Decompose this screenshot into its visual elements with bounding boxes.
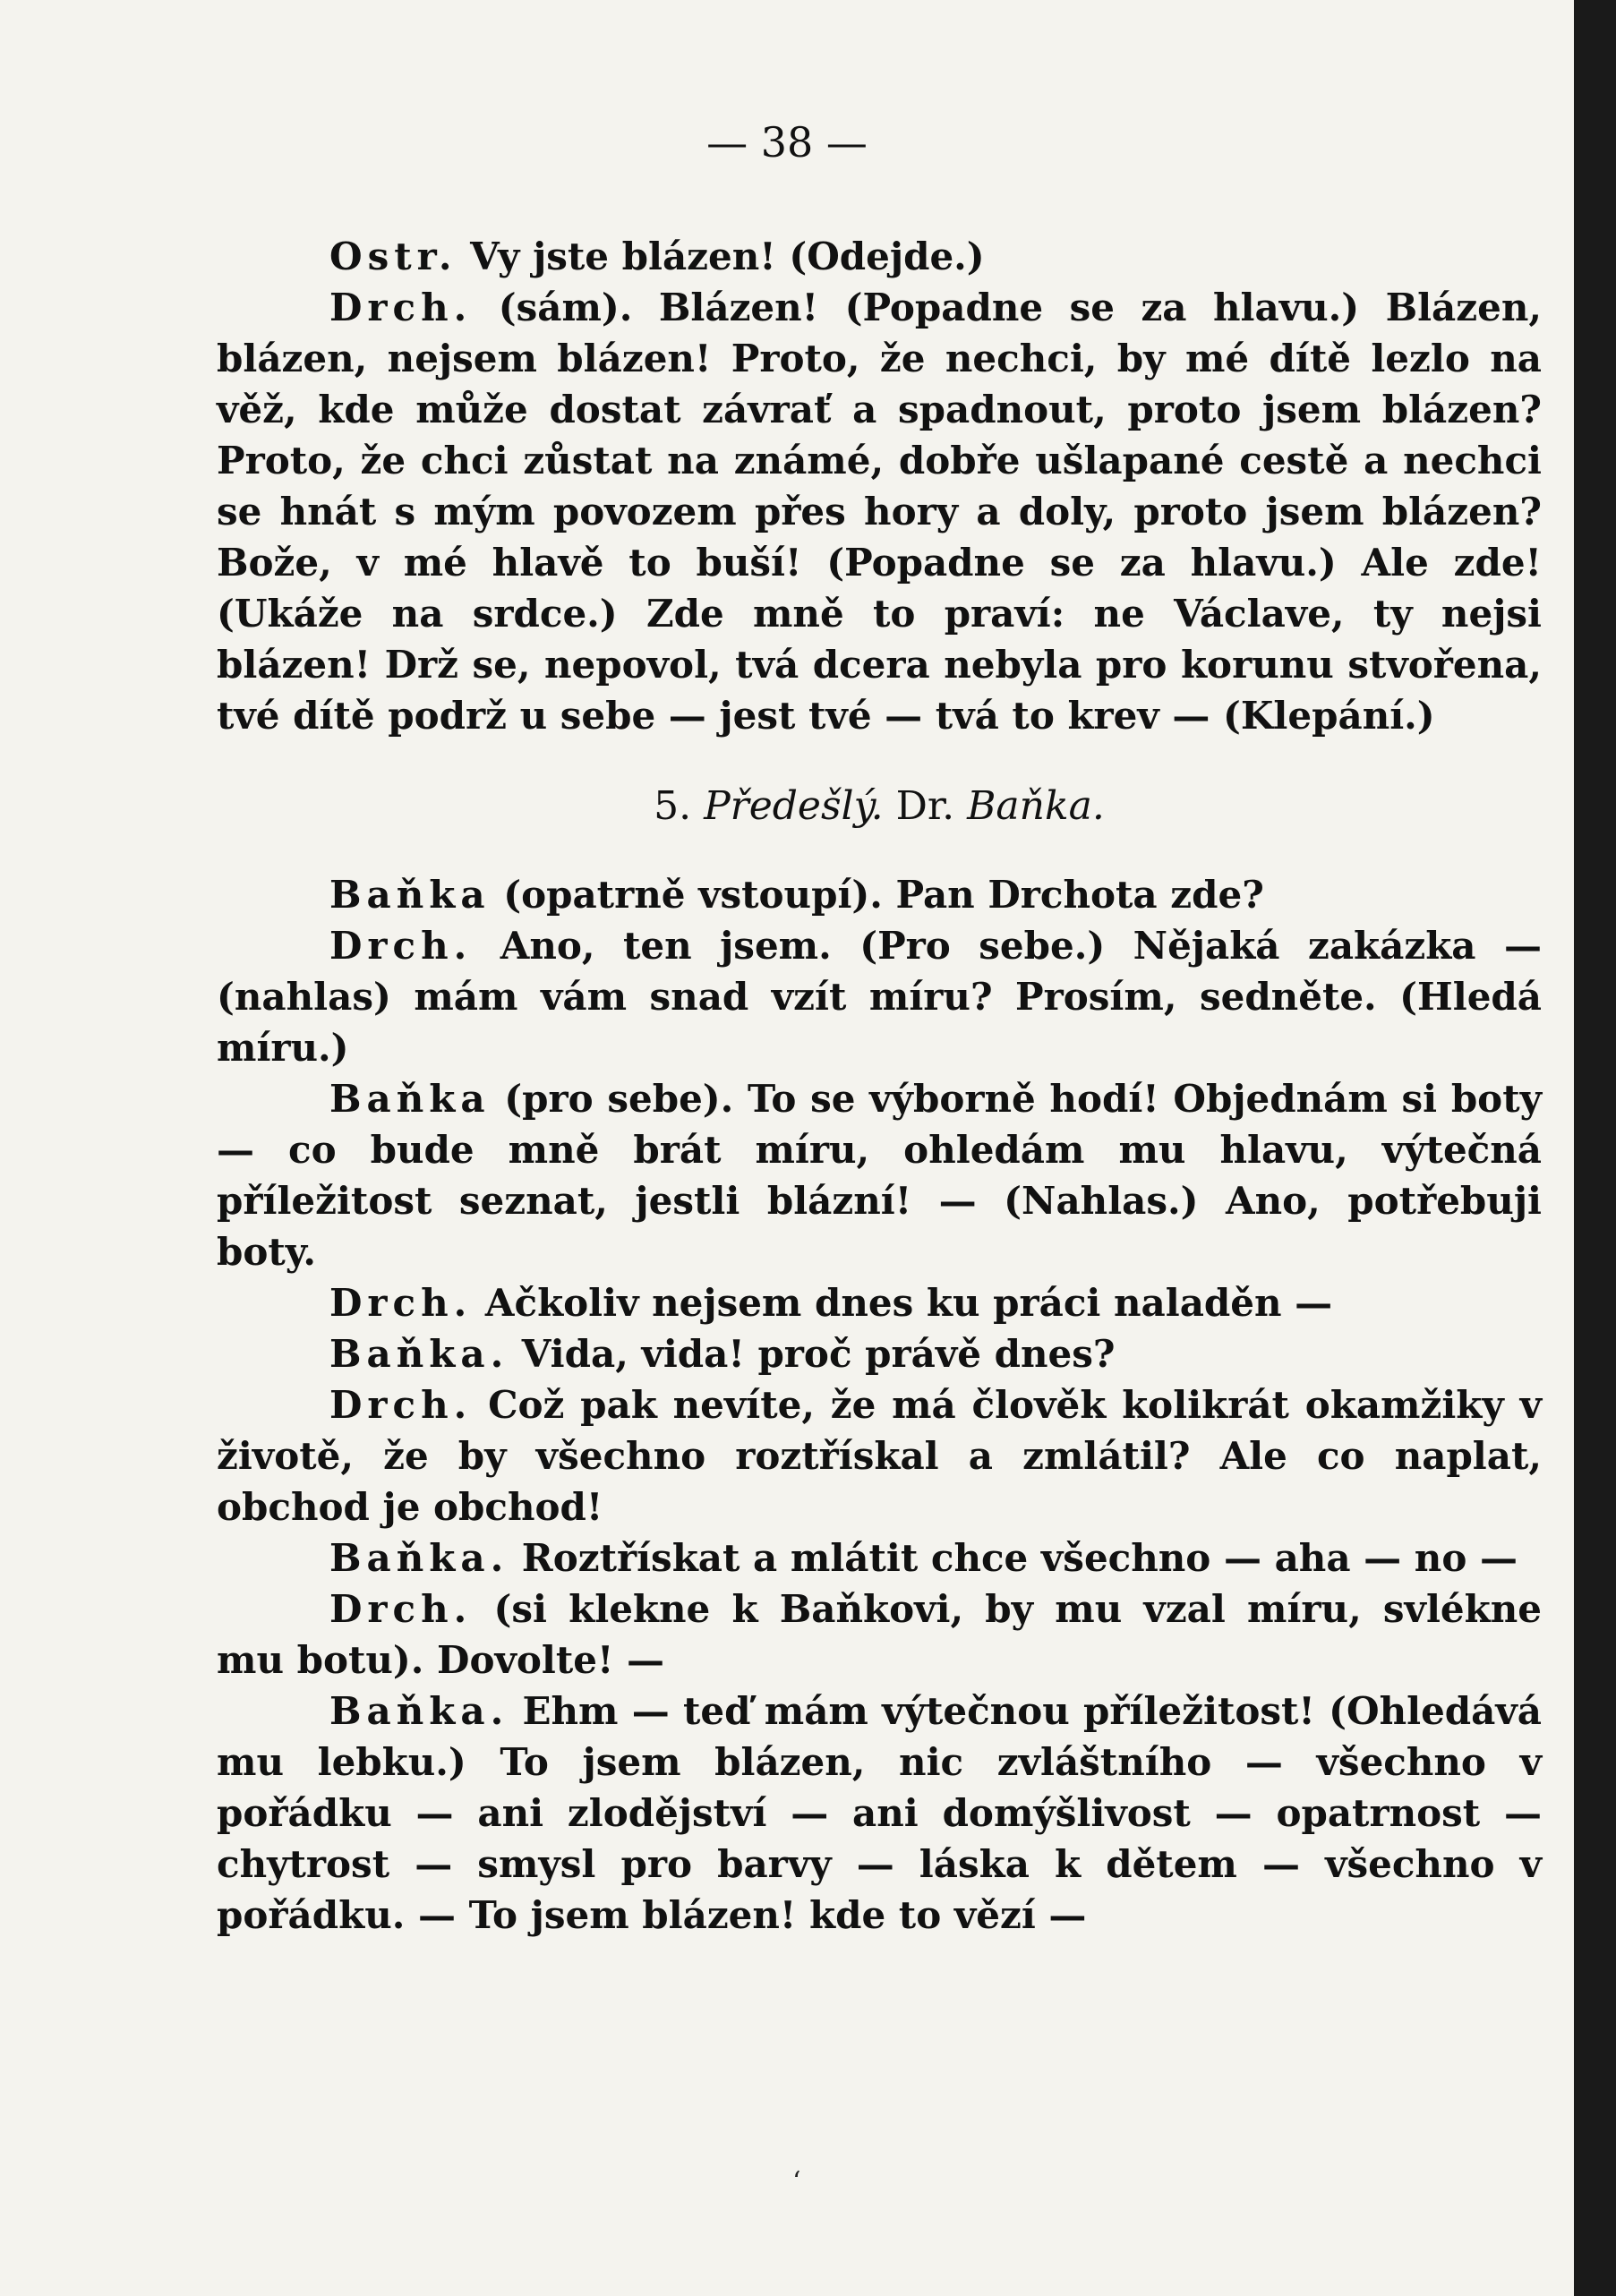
dialogue-text: Což pak nevíte, že má člověk kolikrát okamžiky v životě, že by všechno roztřískal a zmlátil? Ale co naplat, obchod je obchod! <box>217 1383 1542 1529</box>
dialogue-paragraph <box>217 282 1542 741</box>
speaker-name: Baňka. <box>329 1536 509 1580</box>
dialogue-text: (sám). Blázen! (Popadne se za hlavu.) Blázen, blázen, nejsem blázen! Proto, že nechci, by mé dítě lezlo na věž, kde může dostat závrať a spadnout, proto jsem blázen? Proto, že chci zůstat na známé, dobře ušlapané cestě a nechci se hnát s mým povozem přes hory a doly, proto jsem blázen? Bože, v mé hlavě to buší! (Popadne se za hlavu.) Ale zde! (Ukáže na srdce.) Zde mně to praví: ne Václave, ty nejsi blázen! Drž se, nepovol, tvá dcera nebyla pro korunu stvořena, tvé dítě podrž u sebe — jest tvé — tvá to krev — (Klepání.) <box>217 286 1542 738</box>
dialogue-paragraph <box>217 1073 1542 1277</box>
dialogue-paragraph <box>217 1686 1542 1941</box>
dialogue-paragraph <box>217 1379 1542 1532</box>
scene-number: 5. <box>654 783 692 829</box>
speaker-name: Baňka. <box>329 1689 509 1733</box>
speaker-name: Drch. <box>329 924 473 968</box>
dialogue-text: Ano, ten jsem. (Pro sebe.) Nějaká zakázka — (nahlas) mám vám snad vzít míru? Prosím, sedněte. (Hledá míru.) <box>217 924 1542 1070</box>
speaker-name: Drch. <box>329 1587 473 1631</box>
text-part-1 <box>217 231 1542 741</box>
dialogue-text: Ačkoliv nejsem dnes ku práci naladěn — <box>472 1281 1333 1325</box>
dialogue-paragraph <box>217 1532 1542 1583</box>
dialogue-paragraph <box>217 920 1542 1073</box>
dialogue-paragraph <box>217 1583 1542 1686</box>
print-speck: ‘ <box>792 2166 801 2198</box>
speaker-name: Ostr. <box>329 235 457 278</box>
dialogue-text: Roztřískat a mlátit chce všechno — aha — no — <box>509 1536 1518 1580</box>
scene-character-1: Předešlý. <box>704 783 884 829</box>
text-part-2 <box>217 869 1542 1941</box>
scene-character-2: Dr. <box>895 783 955 829</box>
dialogue-paragraph <box>217 869 1542 920</box>
dialogue-text: Vy jste blázen! (Odejde.) <box>457 235 985 278</box>
speaker-name: Drch. <box>329 1281 473 1325</box>
speaker-name: Baňka <box>329 1077 491 1121</box>
page-text <box>217 231 1542 1941</box>
speaker-name: Baňka <box>329 873 491 917</box>
dialogue-paragraph <box>217 231 1542 282</box>
dialogue-paragraph <box>217 1277 1542 1328</box>
speaker-name: Drch. <box>329 1383 473 1427</box>
dialogue-text: (pro sebe). To se výborně hodí! Objednám si boty — co bude mně brát míru, ohledám mu hlavu, výtečná příležitost seznat, jestli blázní! — (Nahlas.) Ano, potřebuji boty. <box>217 1077 1542 1274</box>
scene-heading <box>217 781 1542 832</box>
page-number: — 38 — <box>706 118 868 166</box>
speaker-name: Baňka. <box>329 1332 509 1376</box>
dialogue-text: Ehm — teď mám výtečnou příležitost! (Ohledává mu lebku.) To jsem blázen, nic zvláštního — všechno v pořádku — ani zlodějství — ani domýšlivost — opatrnost — chytrost — smysl pro barvy — láska k dětem — všechno v pořádku. — To jsem blázen! kde to vězí — <box>217 1689 1542 1937</box>
dialogue-text: Vida, vida! proč právě dnes? <box>509 1332 1116 1376</box>
dialogue-text: (opatrně vstoupí). Pan Drchota zde? <box>490 873 1264 917</box>
dialogue-text: (si klekne k Baňkovi, by mu vzal míru, svlékne mu botu). Dovolte! — <box>217 1587 1542 1682</box>
scene-character-3: Baňka. <box>967 783 1105 829</box>
dialogue-paragraph <box>217 1328 1542 1379</box>
speaker-name: Drch. <box>329 286 473 329</box>
